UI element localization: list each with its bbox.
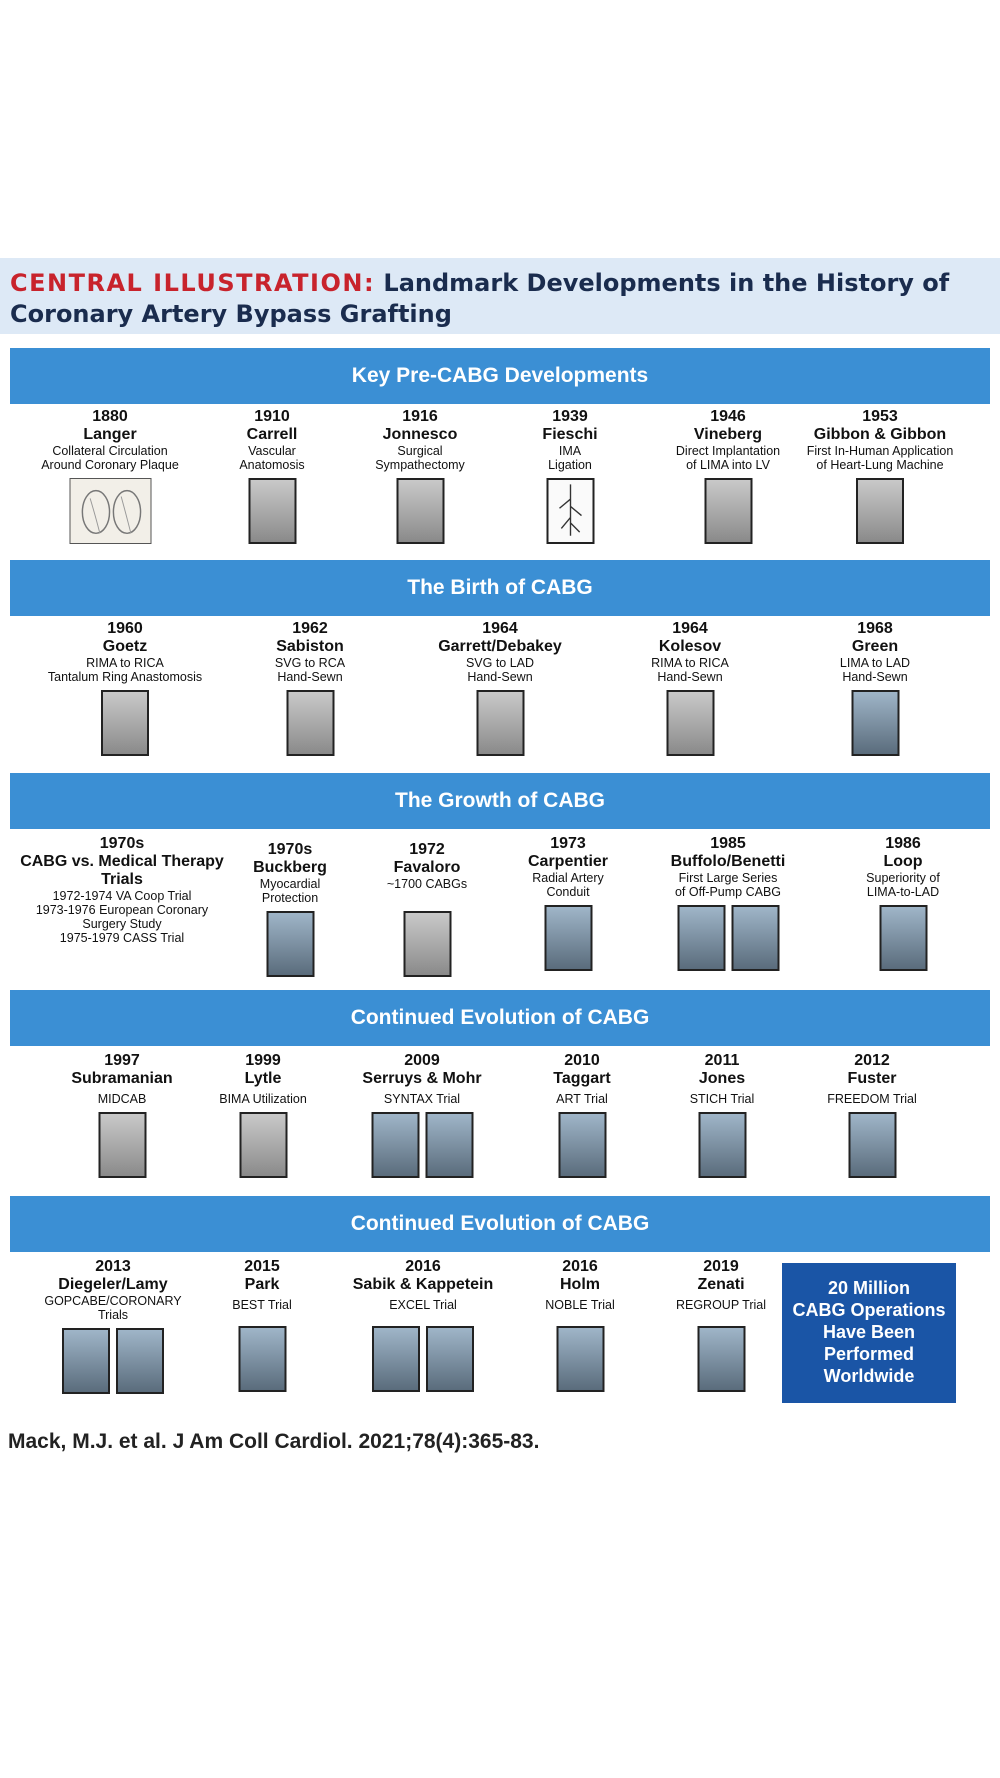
artery-diagram-image xyxy=(546,478,594,544)
item-desc: Hand-Sewn xyxy=(842,670,908,684)
item-name: Sabik & Kappetein xyxy=(352,1276,494,1293)
timeline-item-1985 xyxy=(641,835,816,971)
item-year: 1986 xyxy=(885,835,921,852)
item-desc: GOPCABE/CORONARY xyxy=(44,1294,182,1308)
item-name: Gibbon & Gibbon xyxy=(813,426,947,443)
portrait-photo xyxy=(558,1112,606,1178)
timeline-item-1962 xyxy=(223,620,398,756)
item-desc: BEST Trial xyxy=(232,1298,292,1312)
heart-sketch-image xyxy=(69,478,151,544)
item-desc: SVG to LAD xyxy=(465,656,535,670)
portrait-photo xyxy=(476,690,524,756)
item-year: 1968 xyxy=(857,620,893,637)
item-desc: NOBLE Trial xyxy=(545,1298,615,1312)
heart-lung-machine-photo xyxy=(856,478,904,544)
item-year: 1964 xyxy=(482,620,518,637)
timeline-item-1953 xyxy=(775,408,985,544)
item-name: Holm xyxy=(560,1276,600,1293)
figure-label: CENTRAL ILLUSTRATION: xyxy=(10,269,376,297)
item-desc: Protection xyxy=(261,891,319,905)
item-desc: RIMA to RICA xyxy=(651,656,729,670)
portrait-photo xyxy=(677,905,725,971)
portrait-photo xyxy=(101,690,149,756)
portrait-photo xyxy=(697,1326,745,1392)
portrait-photo xyxy=(116,1328,164,1394)
item-name: Vineberg xyxy=(693,426,763,443)
item-name: Jonnesco xyxy=(382,426,458,443)
item-name: Carrell xyxy=(246,426,298,443)
item-name: Buckberg xyxy=(253,859,327,876)
item-name: Buffolo/Benetti xyxy=(670,853,786,870)
item-desc: Collateral Circulation xyxy=(52,444,168,458)
portrait-photo xyxy=(248,478,296,544)
section-heading-pre-cabg: Key Pre-CABG Developments xyxy=(10,348,990,404)
million-box-line: Performed xyxy=(823,1344,915,1364)
million-box-line: Have Been xyxy=(822,1322,916,1342)
portrait-photo xyxy=(266,911,314,977)
timeline-item-1986 xyxy=(816,835,991,971)
figure-title xyxy=(0,258,1000,334)
item-year: 2019 xyxy=(703,1258,739,1275)
portrait-photo xyxy=(372,1326,420,1392)
item-name: Fuster xyxy=(847,1070,897,1087)
timeline-item-1968 xyxy=(788,620,963,756)
item-year: 1946 xyxy=(710,408,746,425)
section-heading-continued-evolution-1: Continued Evolution of CABG xyxy=(10,990,990,1046)
item-year: 1985 xyxy=(710,835,746,852)
item-desc: ART Trial xyxy=(556,1092,608,1106)
item-year: 2009 xyxy=(404,1052,440,1069)
item-year: 2016 xyxy=(562,1258,598,1275)
portrait-photo xyxy=(426,1326,474,1392)
timeline-item-2009 xyxy=(335,1052,510,1178)
item-desc: EXCEL Trial xyxy=(389,1298,457,1312)
item-name: Zenati xyxy=(697,1276,745,1293)
portrait-photo xyxy=(286,690,334,756)
portrait-photo xyxy=(731,905,779,971)
item-desc: First In-Human Application xyxy=(806,444,954,458)
timeline-item-1960 xyxy=(20,620,230,756)
timeline-item-1970s-trials xyxy=(17,835,227,945)
item-year: 1960 xyxy=(107,620,143,637)
item-name: Jones xyxy=(698,1070,746,1087)
item-year: 1973 xyxy=(550,835,586,852)
item-name: Carpentier xyxy=(527,853,609,870)
item-year: 1962 xyxy=(292,620,328,637)
item-year: 1999 xyxy=(245,1052,281,1069)
timeline-item-1916 xyxy=(333,408,508,544)
item-desc: 1973-1976 European Coronary xyxy=(35,903,209,917)
item-name: Sabiston xyxy=(276,638,344,655)
item-desc: of Heart-Lung Machine xyxy=(816,458,944,472)
item-year: 2011 xyxy=(704,1052,740,1069)
item-desc: Myocardial xyxy=(259,877,321,891)
timeline-item-1973 xyxy=(481,835,656,971)
item-name: Favaloro xyxy=(393,859,461,876)
item-desc: IMA xyxy=(558,444,582,458)
item-year: 1939 xyxy=(552,408,588,425)
item-desc: Conduit xyxy=(546,885,590,899)
item-desc: First Large Series xyxy=(678,871,778,885)
item-desc: LIMA to LAD xyxy=(839,656,911,670)
portrait-photo xyxy=(851,690,899,756)
item-desc: RIMA to RICA xyxy=(86,656,164,670)
portrait-photo xyxy=(396,478,444,544)
item-desc: SYNTAX Trial xyxy=(383,1092,461,1106)
item-name: Garrett/Debakey xyxy=(438,638,562,655)
timeline-item-1964-garrett xyxy=(413,620,588,756)
item-desc: Radial Artery xyxy=(532,871,604,885)
item-name: CABG vs. Medical Therapy Trials xyxy=(20,853,224,888)
item-year: 1910 xyxy=(254,408,290,425)
portrait-photo xyxy=(238,1326,286,1392)
item-name: Subramanian xyxy=(71,1070,173,1087)
portrait-photo xyxy=(704,478,752,544)
item-desc: of Off-Pump CABG xyxy=(674,885,782,899)
portrait-photo xyxy=(403,911,451,977)
item-name: Lytle xyxy=(244,1070,282,1087)
item-desc: STICH Trial xyxy=(689,1092,755,1106)
portrait-photo xyxy=(698,1112,746,1178)
item-desc: of LIMA into LV xyxy=(686,458,770,472)
item-desc: Anatomosis xyxy=(239,458,305,472)
item-year: 1880 xyxy=(92,408,128,425)
item-name: Green xyxy=(851,638,899,655)
item-name: Diegeler/Lamy xyxy=(58,1276,168,1293)
section-heading-continued-evolution-2: Continued Evolution of CABG xyxy=(10,1196,990,1252)
item-desc: LIMA-to-LAD xyxy=(866,885,940,899)
section-heading-growth-cabg: The Growth of CABG xyxy=(10,773,990,829)
million-box-line: CABG Operations xyxy=(792,1300,946,1320)
item-desc: MIDCAB xyxy=(97,1092,147,1106)
item-desc: FREEDOM Trial xyxy=(827,1092,917,1106)
portrait-photo xyxy=(879,905,927,971)
item-desc: 1972-1974 VA Coop Trial xyxy=(52,889,192,903)
portrait-photo xyxy=(666,690,714,756)
citation: Mack, M.J. et al. J Am Coll Cardiol. 2021;78(4):365-83. xyxy=(8,1430,540,1453)
item-desc: Hand-Sewn xyxy=(657,670,723,684)
item-desc: Surgical xyxy=(397,444,443,458)
timeline-item-1880 xyxy=(23,408,198,544)
item-year: 2015 xyxy=(244,1258,280,1275)
item-year: 1970s xyxy=(267,841,313,858)
item-desc: Sympathectomy xyxy=(375,458,465,472)
portrait-photo xyxy=(848,1112,896,1178)
item-year: 1916 xyxy=(402,408,438,425)
million-box-line: 20 Million xyxy=(827,1278,910,1298)
item-name: Fieschi xyxy=(542,426,598,443)
item-desc: Surgery Study xyxy=(82,917,162,931)
portrait-photo xyxy=(544,905,592,971)
portrait-photo xyxy=(98,1112,146,1178)
item-year: 1964 xyxy=(672,620,708,637)
item-desc: Trials xyxy=(97,1308,129,1322)
million-box-line: Worldwide xyxy=(823,1366,915,1386)
timeline-item-1964-kolesov xyxy=(603,620,778,756)
timeline-item-2011 xyxy=(635,1052,810,1178)
item-year: 1997 xyxy=(104,1052,140,1069)
item-name: Park xyxy=(244,1276,280,1293)
item-year: 2010 xyxy=(564,1052,600,1069)
timeline-item-1999 xyxy=(176,1052,351,1178)
timeline-item-1939 xyxy=(483,408,658,544)
item-desc: Vascular xyxy=(248,444,296,458)
item-year: 1953 xyxy=(862,408,898,425)
section-heading-birth-cabg: The Birth of CABG xyxy=(10,560,990,616)
item-year: 2016 xyxy=(405,1258,441,1275)
item-year: 1970s xyxy=(99,835,145,852)
item-year: 2013 xyxy=(95,1258,131,1275)
portrait-photo xyxy=(239,1112,287,1178)
item-name: Loop xyxy=(883,853,923,870)
item-desc: Ligation xyxy=(548,458,592,472)
item-desc: BIMA Utilization xyxy=(219,1092,307,1106)
figure-title-text: Landmark Developments in the History of Coronary Artery Bypass Grafting xyxy=(10,269,950,328)
item-year: 1972 xyxy=(409,841,445,858)
portrait-photo xyxy=(62,1328,110,1394)
item-year: 2012 xyxy=(854,1052,890,1069)
item-name: Goetz xyxy=(102,638,148,655)
portrait-photo xyxy=(425,1112,473,1178)
item-desc: Hand-Sewn xyxy=(467,670,533,684)
item-desc: REGROUP Trial xyxy=(675,1298,767,1312)
item-name: Serruys & Mohr xyxy=(362,1070,482,1087)
item-desc: SVG to RCA xyxy=(274,656,346,670)
item-desc: Around Coronary Plaque xyxy=(41,458,179,472)
item-desc: ~1700 CABGs xyxy=(386,877,468,891)
portrait-photo xyxy=(556,1326,604,1392)
item-name: Taggart xyxy=(553,1070,611,1087)
item-name: Langer xyxy=(83,426,137,443)
item-desc: Superiority of xyxy=(866,871,940,885)
item-desc: Hand-Sewn xyxy=(277,670,343,684)
portrait-photo xyxy=(371,1112,419,1178)
item-desc: Tantalum Ring Anastomosis xyxy=(47,670,203,684)
timeline-item-2012 xyxy=(785,1052,960,1178)
million-operations-box xyxy=(782,1263,956,1403)
item-name: Kolesov xyxy=(658,638,722,655)
item-desc: 1975-1979 CASS Trial xyxy=(59,931,185,945)
item-desc: Direct Implantation xyxy=(675,444,781,458)
